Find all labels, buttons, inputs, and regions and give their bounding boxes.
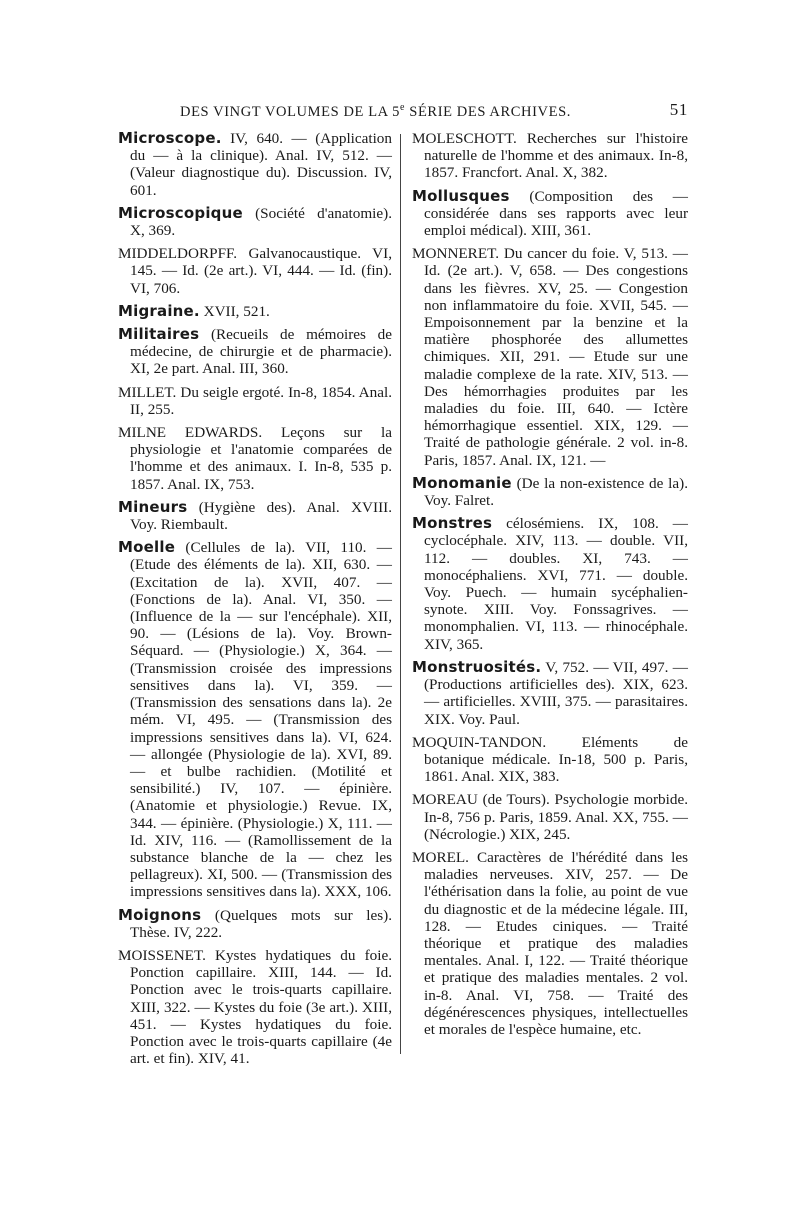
entry-text: MILNE EDWARDS. Leçons sur la physiologie et l'anatomie comparées de l'homme et des animaux. I. In-8, 535 p. 1857. Anal. IX, 753.	[118, 424, 392, 493]
page-number: 51	[669, 100, 688, 119]
entry-text: (Composition des — considérée dans ses rapports avec leur emploi médical). XIII, 361.	[424, 187, 688, 240]
right-column	[412, 130, 688, 1044]
entry-keyword: Moelle	[118, 538, 176, 557]
entry-keyword: Microscope.	[118, 129, 222, 147]
entry-text: MOLESCHOTT. Recherches sur l'histoire naturelle de l'homme et des animaux. In-8, 1857. Francfort. Anal. X, 382.	[412, 130, 688, 182]
index-entry	[412, 130, 688, 182]
column-divider	[400, 134, 401, 1054]
entry-text: MIDDELDORPFF. Galvanocaustique. VI, 145. — Id. (2e art.). VI, 444. — Id. (fin). VI, 706.	[118, 245, 392, 297]
entry-text: célosémiens. IX, 108. — cyclocéphale. XIV, 113. — double. VII, 112. — doubles. XI, 743. — monocéphaliens. XVI, 771. — double. Voy. Puech. — humain sycéphalien-synote. XIII. Voy. Fonssagrives. — monomphalien. VI, 113. — rhinocéphale. XIV, 365.	[424, 515, 688, 653]
entry-text: (Cellules de la). VII, 110. — (Etude des éléments de la). XII, 630. — (Excitation de la). XVII, 407. — (Fonctions de la). Anal. VI, 350. — (Influence de la — sur l'encéphale). XII, 90. — (Lésions de la). Voy. Brown-Séquard. — (Physiologie.) X, 364. — (Transmission croisée des impressions sensitives dans la). VI, 359. — (Transmission des sensations dans la). 2e mém. VI, 495. — (Transmission des impressions sensitives dans la). VI, 624. — allongée (Physiologie de la). XVI, 89. — et bulbe rachidien. (Motilité et sensibilité.) IV, 107. — épinière. (Anatomie et physiologie.) Revue. IX, 344. — épinière. (Physiologie.) X, 111. — Id. XIV, 116. — (Ramollissement de la substance blanche de la — chez les pellagreux). XI, 500. — (Transmission des impressions sensitives dans la). XXX, 106.	[130, 539, 392, 901]
entry-text: MOREL. Caractères de l'hérédité dans les maladies nerveuses. XIV, 257. — De l'éthérisation dans la folie, au point de vue du diagnostic et de la médecine légale. III, 128. — Etudes ciniques. — Traité théorique et pratique des maladies mentales. Anal. I, 122. — Traité théorique et pratique des maladies mentales. 2 vol. in-8. Anal. VI, 758. — Traité des dégénérescences physiques, intellectuelles et morales de l'espèce humaine, etc.	[412, 848, 688, 1038]
entry-keyword: Monstruosités.	[412, 657, 542, 676]
index-entry	[118, 424, 392, 493]
entry-text: (Quelques mots sur les). Thèse. IV, 222.	[130, 906, 392, 941]
index-entry	[118, 947, 392, 1067]
index-entry	[118, 539, 392, 900]
entry-text: MOREAU (de Tours). Psychologie morbide. In-8, 756 p. Paris, 1859. Anal. XX, 755. — (Nécrologie.) XIX, 245.	[412, 791, 688, 843]
index-entry	[118, 907, 392, 941]
entry-keyword: Monstres	[412, 514, 493, 533]
index-entry	[118, 205, 392, 239]
entry-text: (Société d'anatomie). X, 369.	[130, 204, 392, 240]
entry-text: XVII, 521.	[199, 302, 270, 320]
index-entry	[412, 245, 688, 469]
index-entry	[412, 515, 688, 653]
entry-text: IV, 640. — (Application du — à la clinique). Anal. IV, 512. — (Valeur diagnostique du). Discussion. IV, 601.	[130, 130, 392, 199]
entry-text: (De la non-existence de la). Voy. Falret.	[424, 474, 688, 510]
entry-keyword: Moignons	[118, 905, 202, 924]
index-entry	[118, 499, 392, 533]
entry-keyword: Mollusques	[412, 186, 510, 205]
index-entry	[412, 791, 688, 843]
entry-text: V, 752. — VII, 497. — (Productions artificielles des). XIX, 623. — artificielles. XVIII, 375. — parasitaires. XIX. Voy. Paul.	[424, 658, 688, 728]
index-entry	[118, 245, 392, 297]
entry-keyword: Migraine.	[118, 301, 200, 320]
index-entry	[118, 384, 392, 418]
index-entry	[412, 734, 688, 786]
left-column	[118, 130, 392, 1073]
index-entry	[412, 188, 688, 240]
entry-keyword: Militaires	[118, 325, 200, 344]
index-entry	[412, 475, 688, 509]
index-entry	[118, 130, 392, 199]
entry-keyword: Monomanie	[412, 473, 512, 492]
entry-text: MOISSENET. Kystes hydatiques du foie. Ponction capillaire. XIII, 144. — Id. Ponction avec le trois-quarts capillaire. XIII, 322. — Kystes du foie (3e art.). XIII, 451. — Kystes hydatiques du foie. Ponction avec le trois-quarts capillaire (4e art. et fin). XIV, 41.	[118, 946, 392, 1068]
entry-text: MILLET. Du seigle ergoté. In-8, 1854. Anal. II, 255.	[118, 383, 392, 418]
entry-text: MOQUIN-TANDON. Eléments de botanique médicale. In-18, 500 p. Paris, 1861. Anal. XIX, 383.	[412, 733, 688, 786]
entry-keyword: Mineurs	[118, 497, 188, 516]
entry-text: (Hygiène des). Anal. XVIII. Voy. Riembault.	[130, 498, 392, 534]
index-entry	[412, 849, 688, 1038]
index-entry	[118, 303, 392, 320]
entry-text: MONNERET. Du cancer du foie. V, 513. — Id. (2e art.). V, 658. — Des congestions dans les fièvres. XV, 25. — Congestion non inflammatoire du foie. XVII, 545. — Empoisonnement par la benzine et la matière phosphorée des allumettes chimiques. XII, 291. — Etude sur une maladie complexe de la rate. XIV, 513. — Des hémorrhagies produites par les maladies du foie. III, 640. — Ictère hémorrhagique essentiel. XIX, 129. — Traité de pathologie générale. 2 vol. in-8. Paris, 1857. Anal. IX, 121. —	[412, 245, 688, 469]
index-entry	[412, 659, 688, 728]
entry-text: (Recueils de mémoires de médecine, de chirurgie et de pharmacie). XI, 2e part. Anal. III, 360.	[130, 326, 392, 378]
header-title: DES VINGT VOLUMES DE LA 5e SÉRIE DES ARCHIVES.	[180, 102, 571, 120]
index-entry	[118, 326, 392, 378]
entry-keyword: Microscopique	[118, 203, 243, 222]
